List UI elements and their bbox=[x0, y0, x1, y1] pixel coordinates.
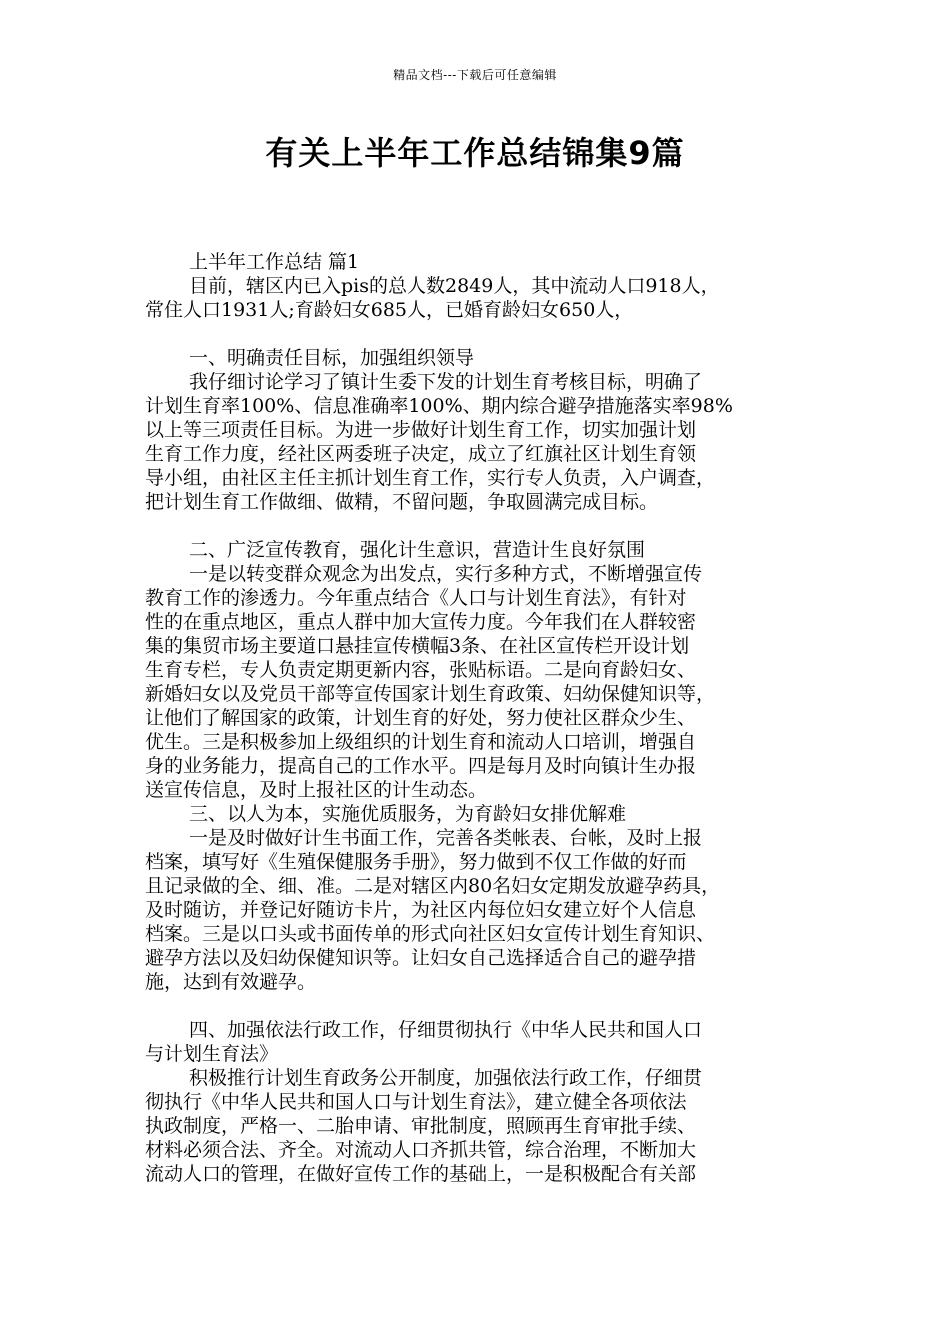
header-note: 精品文档---下载后可任意编辑 bbox=[393, 68, 557, 82]
text-line: 一是以转变群众观念为出发点，实行多种方式，不断增强宣传 bbox=[189, 563, 703, 585]
text-line: 且记录做的全、细、准。二是对辖区内80名妇女定期发放避孕药具， bbox=[145, 875, 721, 897]
text-line: 计划生育率100%、信息准确率100%、期内综合避孕措施落实率98% bbox=[145, 395, 733, 417]
text-line: 三、以人为本，实施优质服务，为育龄妇女排优解难 bbox=[189, 803, 627, 825]
document-body bbox=[145, 250, 825, 1186]
text-line: 材料必须合法、齐全。对流动人口齐抓共管，综合治理，不断加大 bbox=[145, 1139, 697, 1161]
text-line: 生育专栏，专人负责定期更新内容，张贴标语。二是向育龄妇女、 bbox=[145, 659, 697, 681]
text-line: 避孕方法以及妇幼保健知识等。让妇女自己选择适合自己的避孕措 bbox=[145, 947, 697, 969]
text-line: 让他们了解国家的政策，计划生育的好处，努力使社区群众少生、 bbox=[145, 707, 697, 729]
text-line: 彻执行《中华人民共和国人口与计划生育法》，建立健全各项依法 bbox=[145, 1091, 687, 1113]
text-line: 以上等三项责任目标。为进一步做好计划生育工作，切实加强计划 bbox=[145, 419, 697, 441]
text-line: 执政制度，严格一、二胎申请、审批制度，照顾再生育审批手续、 bbox=[145, 1115, 697, 1137]
text-line: 与计划生育法》 bbox=[145, 1043, 279, 1065]
text-line: 档案，填写好《生殖保健服务手册》，努力做到不仅工作做的好而 bbox=[145, 851, 687, 873]
paragraph-gap bbox=[145, 994, 825, 1018]
paragraph-gap bbox=[145, 514, 825, 538]
text-line: 上半年工作总结 篇1 bbox=[189, 251, 360, 273]
text-line: 集的集贸市场主要道口悬挂宣传横幅3条、在社区宣传栏开设计划 bbox=[145, 635, 690, 657]
text-line: 性的在重点地区，重点人群中加大宣传力度。今年我们在人群较密 bbox=[145, 611, 697, 633]
text-line: 二、广泛宣传教育，强化计生意识，营造计生良好氛围 bbox=[189, 539, 646, 561]
text-line: 把计划生育工作做细、做精，不留问题，争取圆满完成目标。 bbox=[145, 491, 659, 513]
text-line: 一、明确责任目标，加强组织领导 bbox=[189, 347, 475, 369]
text-line: 送宣传信息，及时上报社区的计生动态。 bbox=[145, 779, 488, 801]
text-line: 我仔细讨论学习了镇计生委下发的计划生育考核目标，明确了 bbox=[189, 371, 703, 393]
text-line: 四、加强依法行政工作，仔细贯彻执行《中华人民共和国人口 bbox=[189, 1019, 703, 1041]
text-line: 流动人口的管理，在做好宣传工作的基础上，一是积极配合有关部 bbox=[145, 1163, 697, 1185]
text-line: 教育工作的渗透力。今年重点结合《人口与计划生育法》，有针对 bbox=[145, 587, 687, 609]
paragraph-gap bbox=[145, 322, 825, 346]
text-line: 施，达到有效避孕。 bbox=[145, 971, 317, 993]
text-line: 常住人口1931人;育龄妇女685人，已婚育龄妇女650人， bbox=[145, 299, 634, 321]
text-line: 生育工作力度，经社区两委班子决定，成立了红旗社区计划生育领 bbox=[145, 443, 697, 465]
text-line: 导小组，由社区主任主抓计划生育工作，实行专人负责，入户调查， bbox=[145, 467, 716, 489]
text-line: 一是及时做好计生书面工作，完善各类帐表、台帐，及时上报 bbox=[189, 827, 703, 849]
text-line: 优生。三是积极参加上级组织的计划生育和流动人口培训，增强自 bbox=[145, 731, 697, 753]
document-title: 有关上半年工作总结锦集9篇 bbox=[265, 134, 685, 172]
text-line: 身的业务能力，提高自己的工作水平。四是每月及时向镇计生办报 bbox=[145, 755, 697, 777]
text-line: 积极推行计划生育政务公开制度，加强依法行政工作，仔细贯 bbox=[189, 1067, 703, 1089]
text-line: 新婚妇女以及党员干部等宣传国家计划生育政策、妇幼保健知识等， bbox=[145, 683, 716, 705]
text-line: 目前，辖区内已入pis的总人数2849人，其中流动人口918人， bbox=[189, 275, 720, 297]
text-line: 档案。三是以口头或书面传单的形式向社区妇女宣传计划生育知识、 bbox=[145, 923, 716, 945]
text-line: 及时随访，并登记好随访卡片，为社区内每位妇女建立好个人信息 bbox=[145, 899, 697, 921]
